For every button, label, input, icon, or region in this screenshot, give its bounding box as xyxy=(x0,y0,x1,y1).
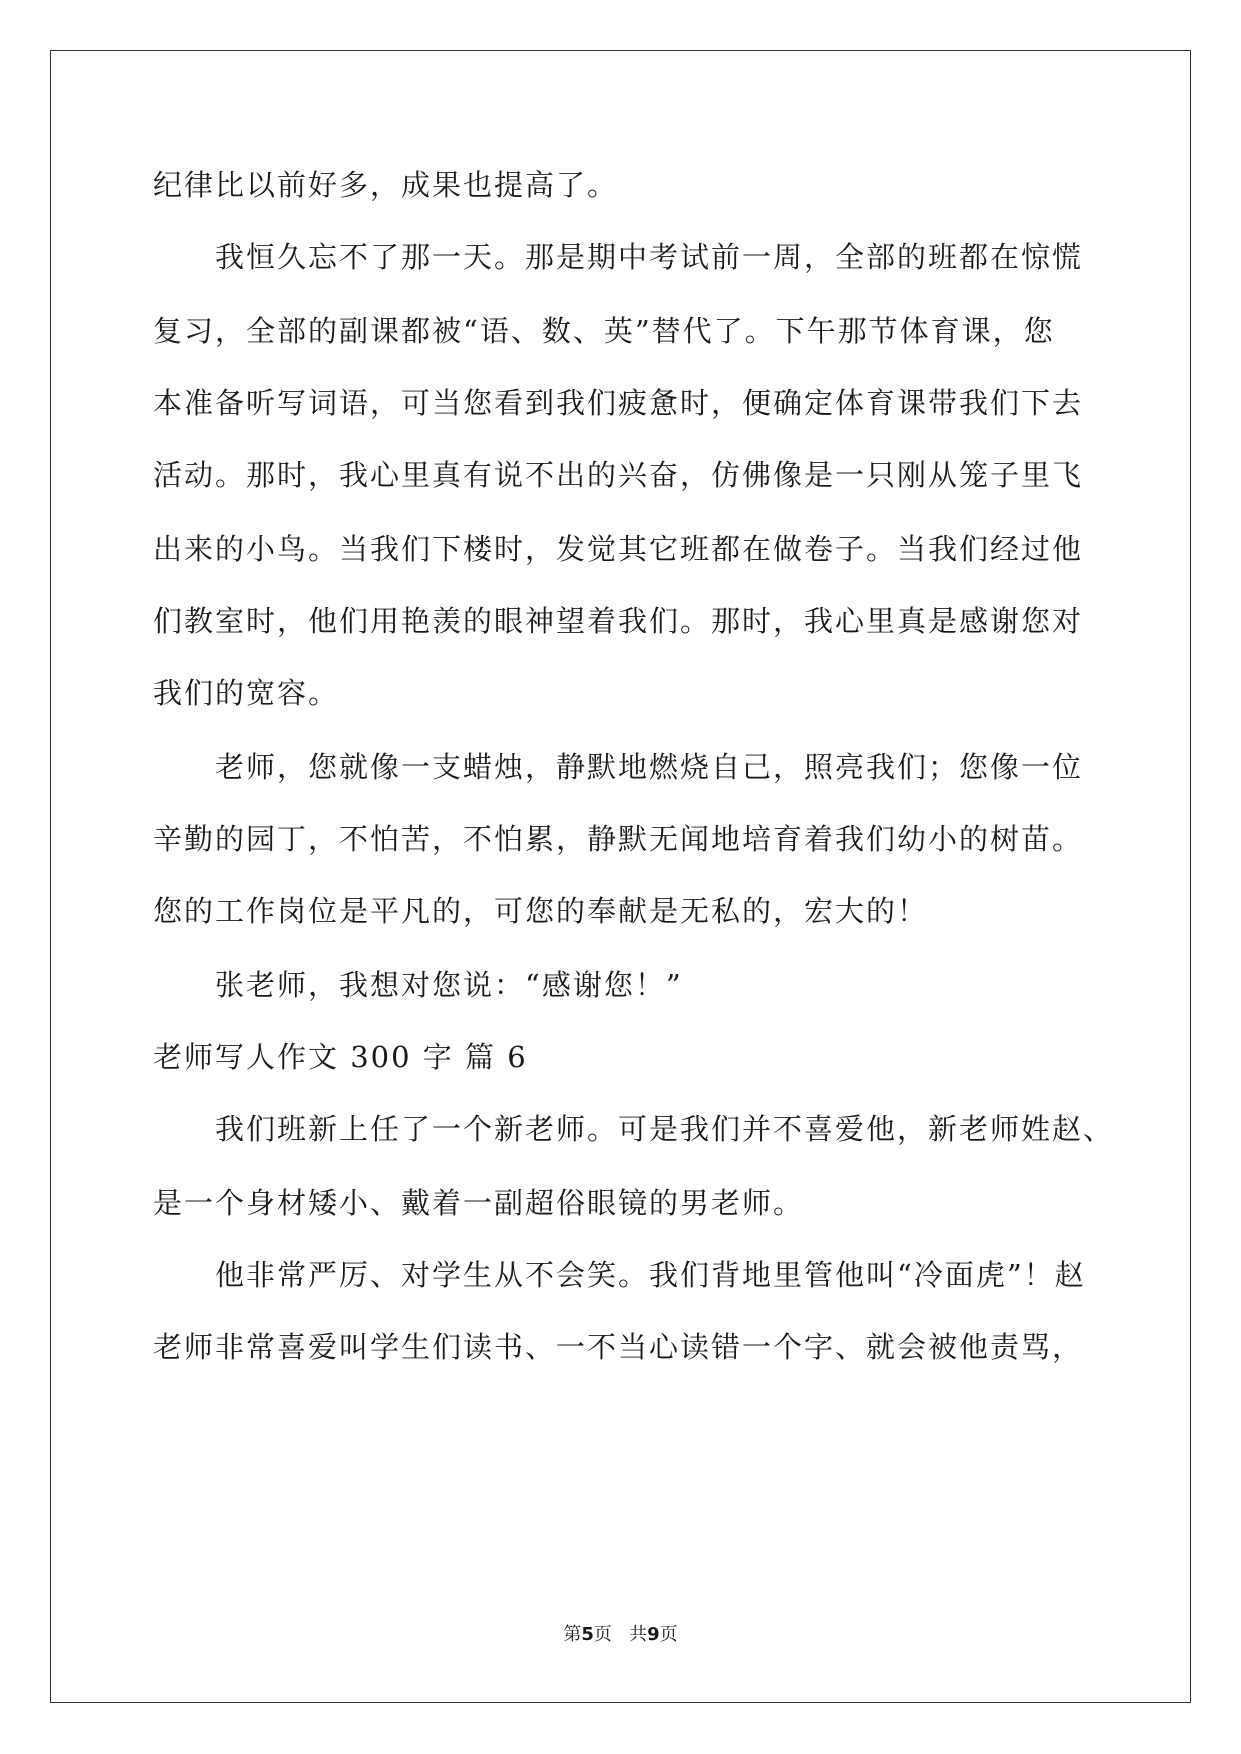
text-line: 您的工作岗位是平凡的，可您的奉献是无私的，宏大的！ xyxy=(153,894,929,928)
text-line: 辛勤的园丁，不怕苦，不怕累，静默无闻地培育着我们幼小的树苗。 xyxy=(153,822,1084,856)
paragraph-start-line: 他非常严厉、对学生从不会笑。我们背地里管他叫“冷面虎”！赵 xyxy=(215,1258,1086,1292)
text-line: 纪律比以前好多，成果也提高了。 xyxy=(153,168,619,202)
total-suffix: 页 xyxy=(659,1624,678,1645)
page-border xyxy=(50,50,1191,1703)
page-prefix: 第 xyxy=(563,1624,582,1645)
text-line: 们教室时，他们用艳羡的眼神望着我们。那时，我心里真是感谢您对 xyxy=(153,604,1084,638)
paragraph-start-line: 我恒久忘不了那一天。那是期中考试前一周，全部的班都在惊慌 xyxy=(215,240,1084,274)
text-line: 老师非常喜爱叫学生们读书、一不当心读错一个字、就会被他责骂， xyxy=(153,1330,1084,1364)
text-line: 是一个身材矮小、戴着一副超俗眼镜的男老师。 xyxy=(153,1186,805,1220)
paragraph-start-line: 我们班新上任了一个新老师。可是我们并不喜爱他，新老师姓赵、 xyxy=(215,1112,1115,1146)
text-line: 我们的宽容。 xyxy=(153,676,340,710)
total-prefix: 共 xyxy=(629,1624,648,1645)
total-page-number: 9 xyxy=(647,1624,660,1645)
page-suffix: 页 xyxy=(593,1624,612,1645)
page-footer xyxy=(0,1620,1241,1646)
text-line: 本准备听写词语，可当您看到我们疲惫时，便确定体育课带我们下去 xyxy=(153,386,1084,420)
paragraph-start-line: 张老师，我想对您说：“感谢您！” xyxy=(215,968,683,1002)
text-line: 活动。那时，我心里真有说不出的兴奋，仿佛像是一只刚从笼子里飞 xyxy=(153,458,1084,492)
text-line: 复习，全部的副课都被“语、数、英”替代了。下午那节体育课，您 xyxy=(153,314,1055,348)
current-page-number: 5 xyxy=(581,1624,594,1645)
text-line: 出来的小鸟。当我们下楼时，发觉其它班都在做卷子。当我们经过他 xyxy=(153,532,1084,566)
section-heading: 老师写人作文 300 字 篇 6 xyxy=(153,1040,528,1074)
paragraph-start-line: 老师，您就像一支蜡烛，静默地燃烧自己，照亮我们；您像一位 xyxy=(215,750,1084,784)
